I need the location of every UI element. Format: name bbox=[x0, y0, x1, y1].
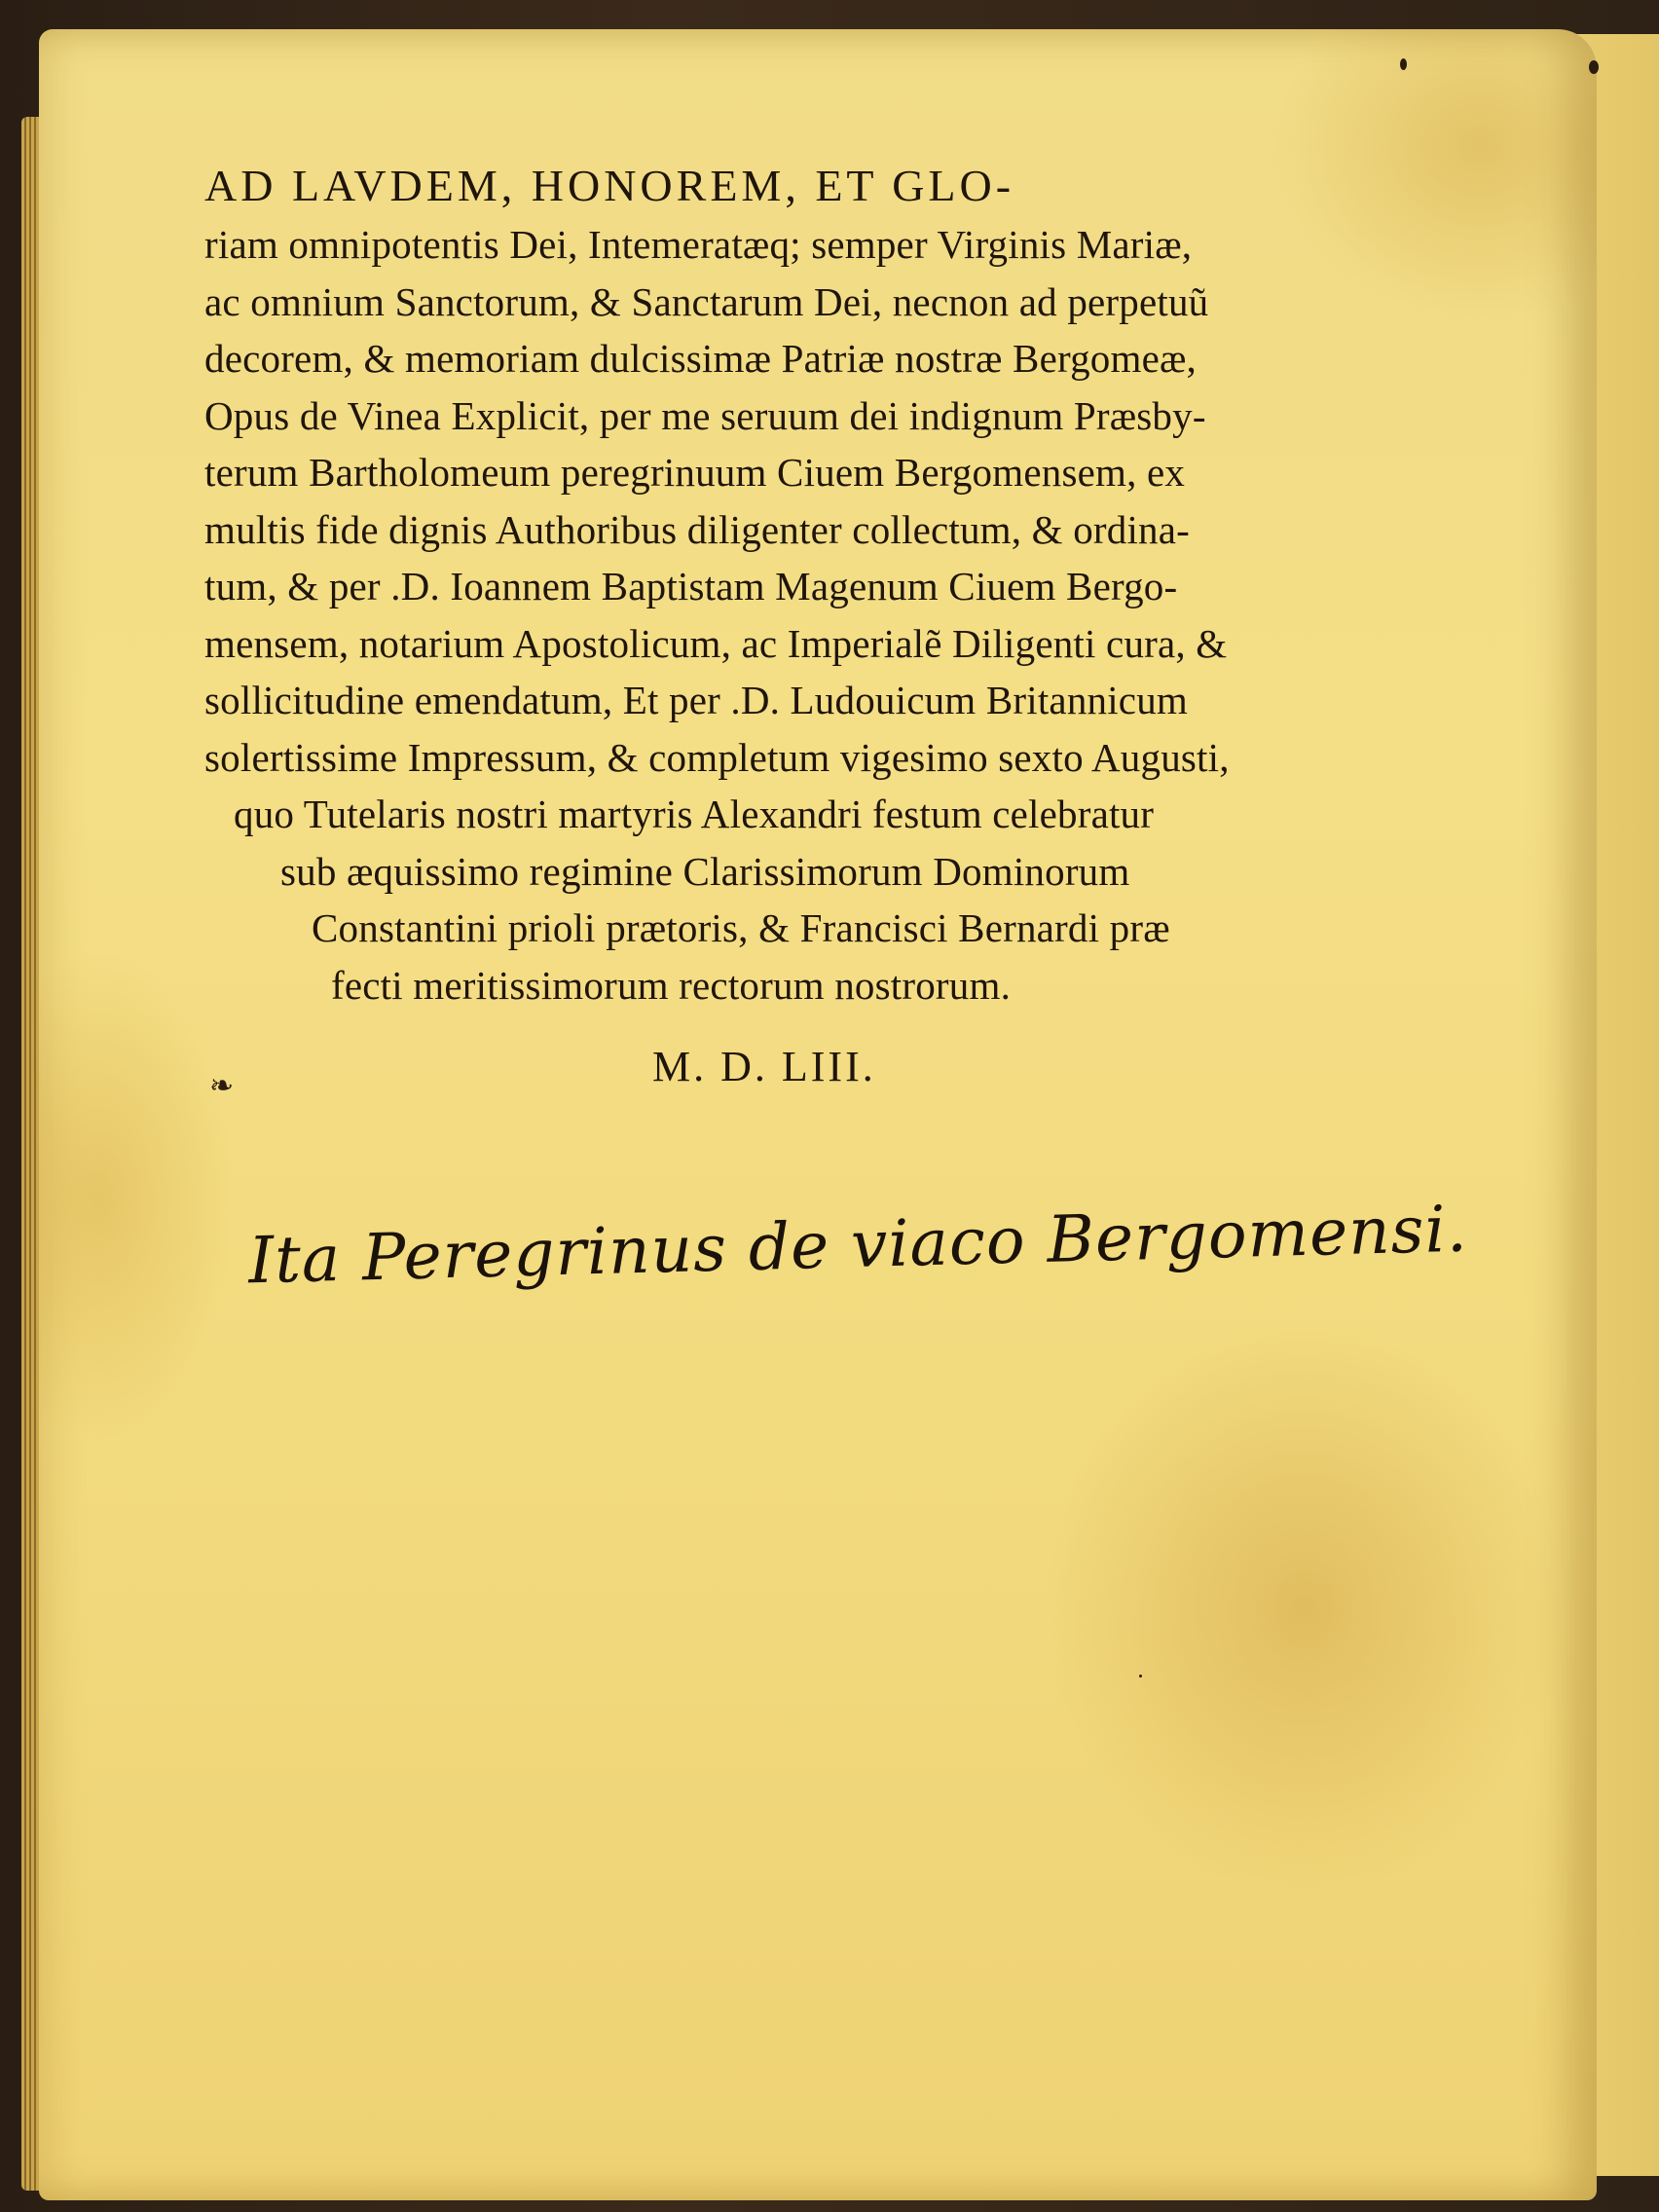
handwritten-signature: Ita Peregrinus de viaco Bergomensi. bbox=[247, 1191, 1469, 1299]
ink-speck bbox=[1400, 58, 1407, 70]
colophon-line: Constantini prioli prætoris, & Francisci Bernardi præ bbox=[312, 905, 1170, 950]
colophon-line: terum Bartholomeum peregrinuum Ciuem Bergomensem, ex bbox=[204, 450, 1186, 495]
colophon-line: riam omnipotentis Dei, Intemeratæq; semper Virginis Mariæ, bbox=[204, 222, 1193, 267]
colophon-line: ac omnium Sanctorum, & Sanctarum Dei, necnon ad perpetuũ bbox=[204, 278, 1209, 324]
fleuron-icon: ❧ bbox=[209, 1070, 235, 1102]
colophon-line: multis fide dignis Authoribus diligenter collectum, & ordina- bbox=[204, 506, 1190, 552]
colophon-line: quo Tutelaris nostri martyris Alexandri festum celebratur bbox=[234, 792, 1155, 836]
ink-speck bbox=[1589, 60, 1599, 74]
colophon-text bbox=[204, 156, 1441, 1014]
colophon-line: sub æquissimo regimine Clarissimorum Dominorum bbox=[280, 848, 1130, 894]
colophon-line: tum, & per .D. Ioannem Baptistam Magenum Ciuem Bergo- bbox=[204, 564, 1178, 608]
colophon-line: sollicitudine emendatum, Et per .D. Ludouicum Britannicum bbox=[204, 678, 1188, 722]
book-page bbox=[39, 29, 1597, 2200]
colophon-line: Opus de Vinea Explicit, per me seruum dei indignum Præsby- bbox=[204, 392, 1206, 438]
colophon-line: mensem, notarium Apostolicum, ac Imperialẽ Diligenti cura, & bbox=[204, 620, 1228, 666]
ink-speck bbox=[1139, 1675, 1142, 1677]
imprint-date: M. D. LIII. bbox=[652, 1043, 876, 1090]
colophon-line: decorem, & memoriam dulcissimæ Patriæ nostræ Bergomeæ, bbox=[204, 336, 1197, 381]
colophon-line: AD LAVDEM, HONOREM, ET GLO- bbox=[204, 161, 1015, 210]
colophon-line: solertissime Impressum, & completum vigesimo sexto Augusti, bbox=[204, 734, 1230, 780]
colophon-line: fecti meritissimorum rectorum nostrorum. bbox=[331, 962, 1012, 1008]
